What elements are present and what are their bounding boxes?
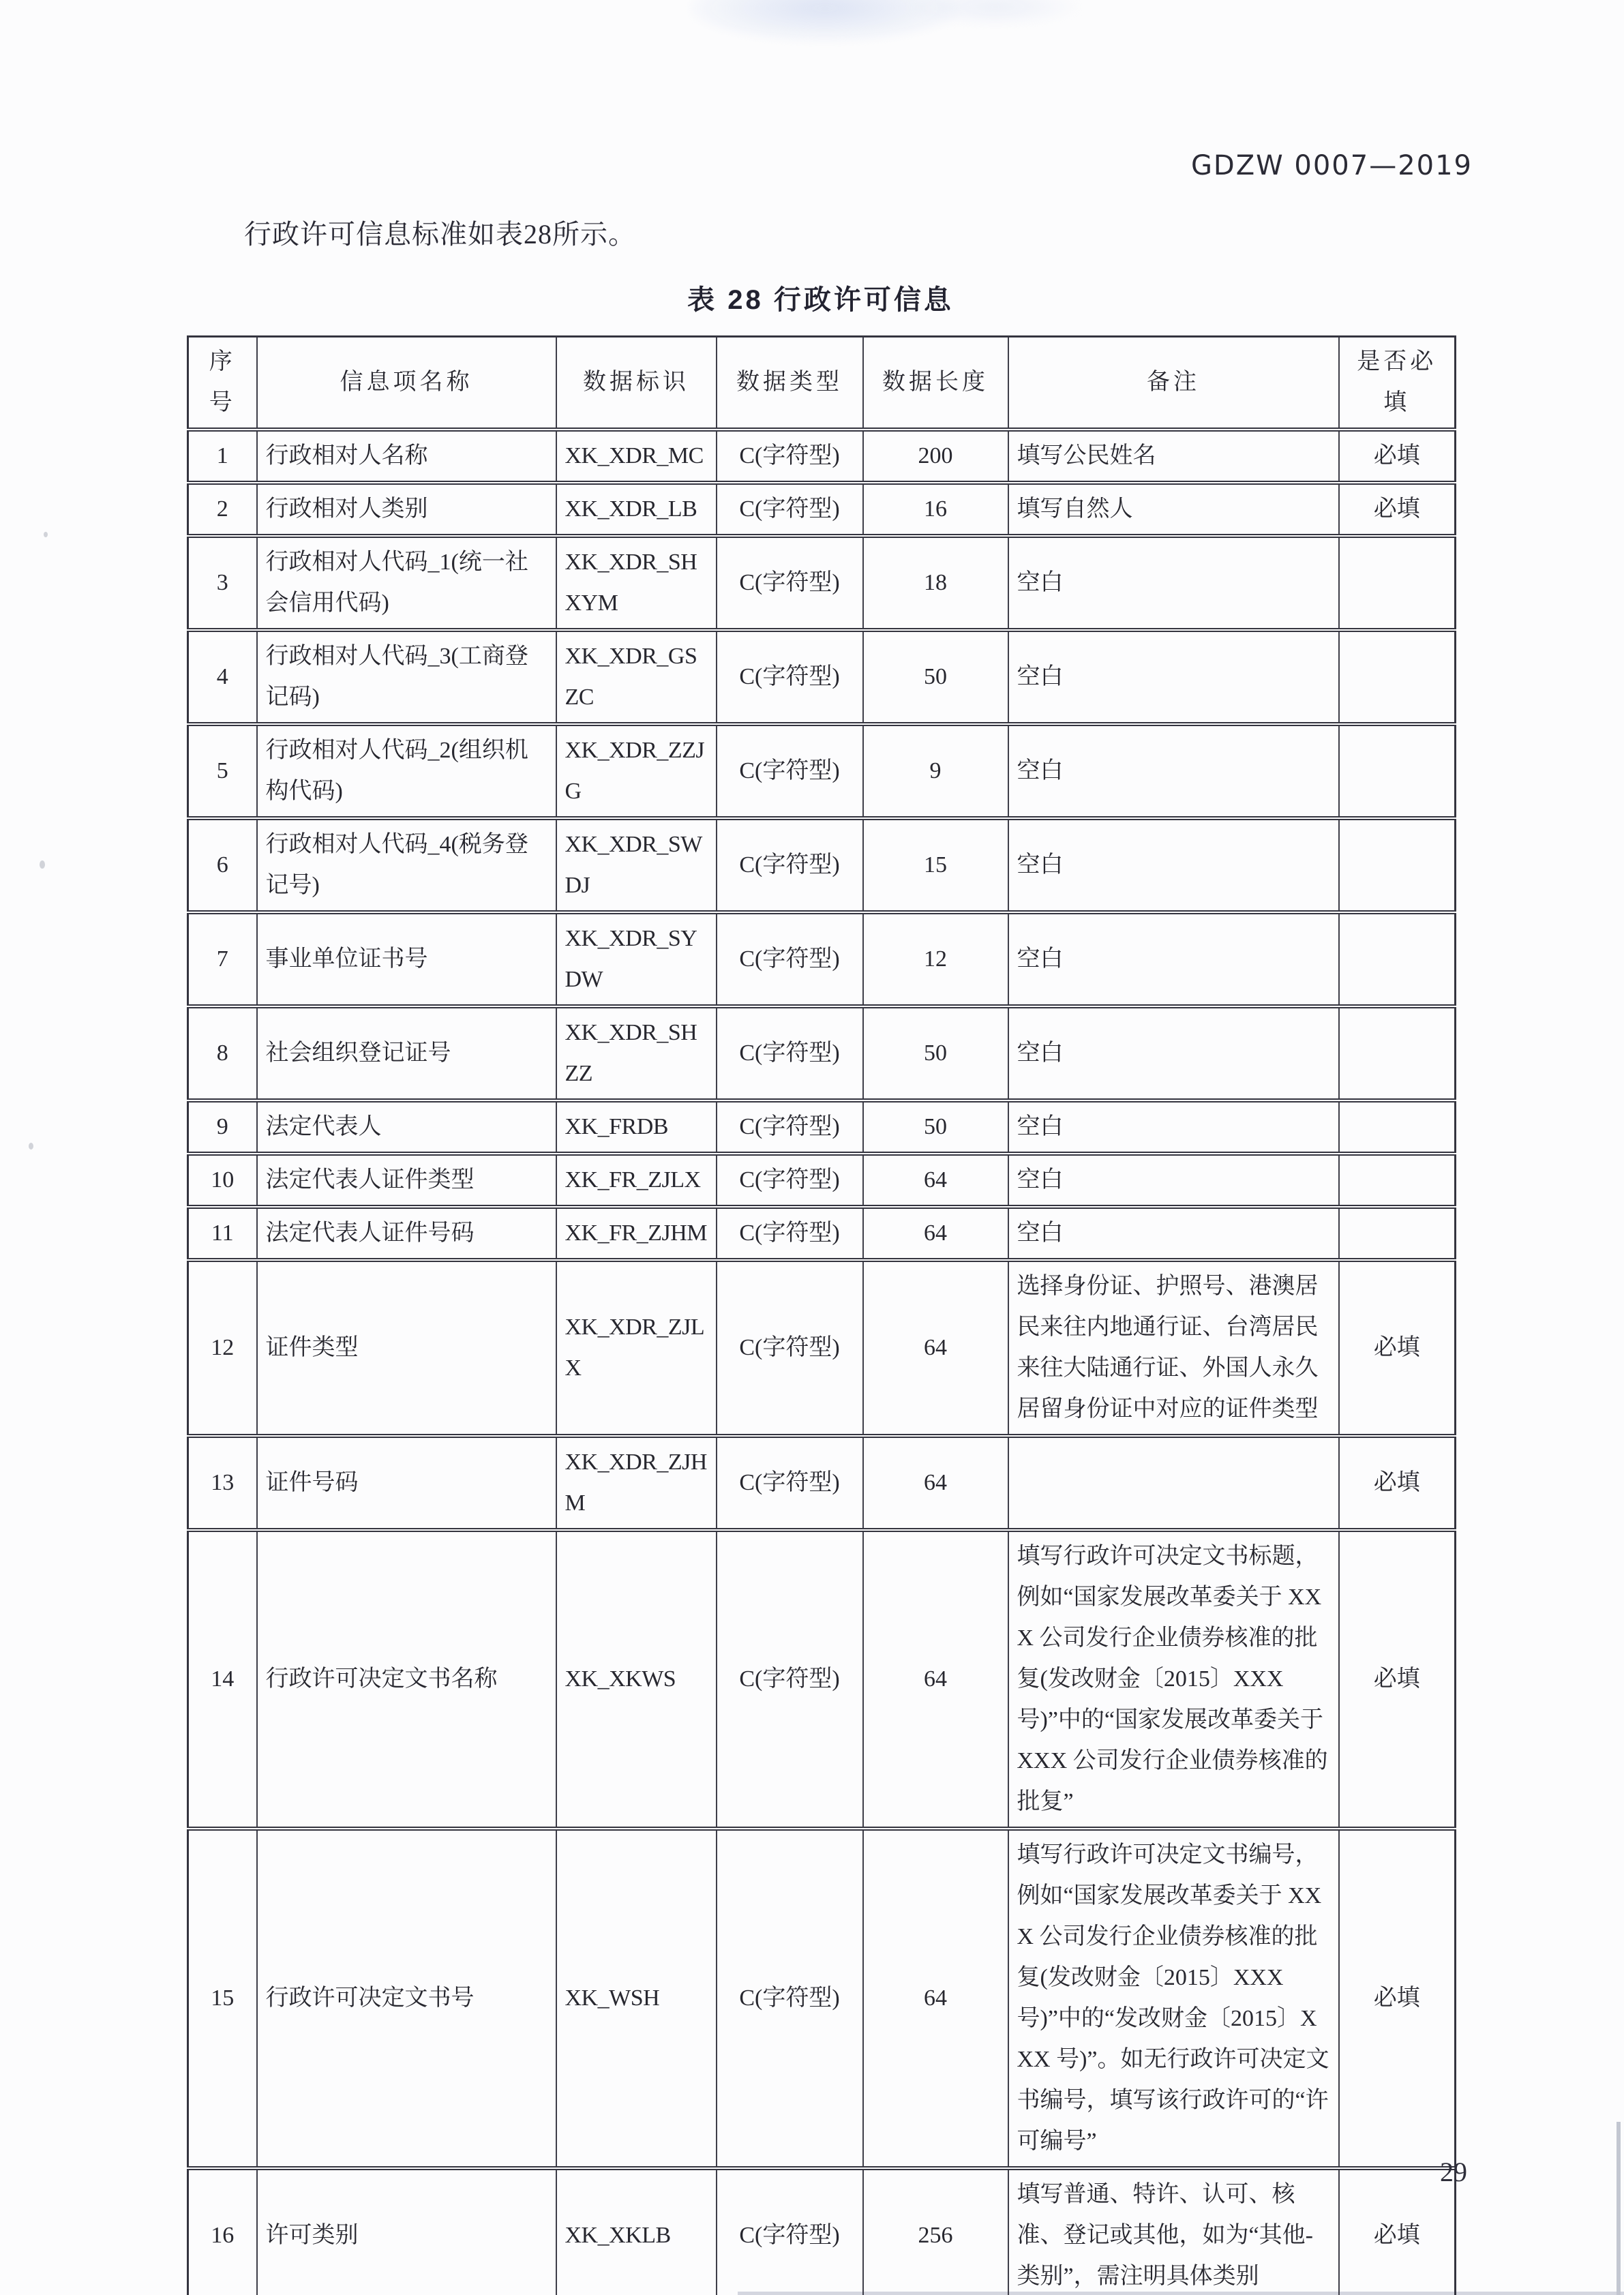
cell-length: 64: [863, 1530, 1008, 1829]
header-cell-required: 是否必填: [1339, 337, 1456, 430]
cell-length: 12: [863, 912, 1008, 1006]
cell-required: 必填: [1339, 1530, 1456, 1829]
cell-name: 行政相对人代码_3(工商登记码): [257, 630, 556, 724]
cell-remark: 填写行政许可决定文书标题，例如“国家发展改革委关于 XXX 公司发行企业债券核准的批复(发改财金〔2015〕XXX 号)”中的“国家发展改革委关于 XXX 公司发行企业债券核准的批复”: [1008, 1530, 1339, 1829]
cell-remark: 填写行政许可决定文书编号，例如“国家发展改革委关于 XXX 公司发行企业债券核准的批复(发改财金〔2015〕XXX 号)”中的“发改财金〔2015〕XXX 号)”。如无行政许可决定文书编号，填写该行政许可的“许可编号”: [1008, 1829, 1339, 2168]
cell-length: 256: [863, 2168, 1008, 2295]
cell-id: XK_XDR_LB: [556, 483, 717, 536]
cell-length: 18: [863, 536, 1008, 630]
scan-edge-line: [1617, 2122, 1621, 2295]
scan-speck: [44, 532, 48, 537]
table-row: [188, 1436, 1456, 1530]
cell-type: C(字符型): [717, 1100, 863, 1154]
table-row: [188, 1829, 1456, 2168]
cell-no: 2: [188, 483, 257, 536]
cell-required: [1339, 1100, 1456, 1154]
cell-name: 许可类别: [257, 2168, 556, 2295]
cell-type: C(字符型): [717, 1154, 863, 1207]
cell-remark: 空白: [1008, 1154, 1339, 1207]
table-row: [188, 818, 1456, 912]
cell-length: 9: [863, 724, 1008, 818]
cell-length: 16: [863, 483, 1008, 536]
cell-id: XK_XDR_GSZC: [556, 630, 717, 724]
cell-type: C(字符型): [717, 1530, 863, 1829]
cell-remark: 空白: [1008, 630, 1339, 724]
table-row: [188, 1207, 1456, 1260]
cell-name: 证件号码: [257, 1436, 556, 1530]
cell-length: 64: [863, 1260, 1008, 1436]
cell-id: XK_FR_ZJLX: [556, 1154, 717, 1207]
cell-id: XK_XDR_ZZJG: [556, 724, 717, 818]
table-row: [188, 724, 1456, 818]
cell-name: 行政许可决定文书名称: [257, 1530, 556, 1829]
cell-id: XK_XDR_SHXYM: [556, 536, 717, 630]
table-header-row: [188, 337, 1456, 430]
cell-name: 行政许可决定文书号: [257, 1829, 556, 2168]
header-cell-name: 信息项名称: [257, 337, 556, 430]
cell-remark: 填写普通、特许、认可、核准、登记或其他，如为“其他-类别”，需注明具体类别: [1008, 2168, 1339, 2295]
cell-id: XK_FRDB: [556, 1100, 717, 1154]
cell-remark: 选择身份证、护照号、港澳居民来往内地通行证、台湾居民来往大陆通行证、外国人永久居留身份证中对应的证件类型: [1008, 1260, 1339, 1436]
cell-type: C(字符型): [717, 2168, 863, 2295]
scan-speck: [40, 860, 45, 869]
cell-no: 10: [188, 1154, 257, 1207]
cell-no: 5: [188, 724, 257, 818]
cell-name: 证件类型: [257, 1260, 556, 1436]
cell-name: 社会组织登记证号: [257, 1006, 556, 1100]
cell-name: 行政相对人代码_1(统一社会信用代码): [257, 536, 556, 630]
cell-id: XK_XDR_SYDW: [556, 912, 717, 1006]
cell-no: 1: [188, 430, 257, 483]
table-row: [188, 1100, 1456, 1154]
cell-type: C(字符型): [717, 1829, 863, 2168]
cell-remark: 空白: [1008, 818, 1339, 912]
table-row: [188, 1006, 1456, 1100]
header-cell-type: 数据类型: [717, 337, 863, 430]
header-cell-remark: 备注: [1008, 337, 1339, 430]
cell-name: 行政相对人类别: [257, 483, 556, 536]
cell-no: 11: [188, 1207, 257, 1260]
cell-no: 13: [188, 1436, 257, 1530]
admin-license-info-table: [187, 335, 1456, 2295]
table-row: [188, 1260, 1456, 1436]
cell-no: 9: [188, 1100, 257, 1154]
cell-remark: 空白: [1008, 536, 1339, 630]
cell-name: 事业单位证书号: [257, 912, 556, 1006]
cell-name: 行政相对人代码_2(组织机构代码): [257, 724, 556, 818]
cell-type: C(字符型): [717, 1006, 863, 1100]
table-row: [188, 1154, 1456, 1207]
cell-remark: 空白: [1008, 1006, 1339, 1100]
cell-type: C(字符型): [717, 818, 863, 912]
cell-type: C(字符型): [717, 483, 863, 536]
cell-no: 14: [188, 1530, 257, 1829]
page-number: 29: [1440, 2157, 1467, 2187]
cell-length: 50: [863, 1100, 1008, 1154]
scan-speck: [29, 1143, 33, 1150]
table-title: 表 28 行政许可信息: [687, 285, 954, 315]
header-cell-id: 数据标识: [556, 337, 717, 430]
cell-remark: [1008, 1436, 1339, 1530]
cell-required: [1339, 912, 1456, 1006]
cell-length: 50: [863, 1006, 1008, 1100]
cell-type: C(字符型): [717, 1207, 863, 1260]
cell-length: 50: [863, 630, 1008, 724]
cell-length: 64: [863, 1154, 1008, 1207]
cell-type: C(字符型): [717, 630, 863, 724]
cell-length: 200: [863, 430, 1008, 483]
cell-name: 法定代表人: [257, 1100, 556, 1154]
header-cell-length: 数据长度: [863, 337, 1008, 430]
table-row: [188, 2168, 1456, 2295]
cell-required: 必填: [1339, 1260, 1456, 1436]
cell-length: 64: [863, 1829, 1008, 2168]
cell-id: XK_XDR_ZJHM: [556, 1436, 717, 1530]
cell-no: 4: [188, 630, 257, 724]
table-row: [188, 630, 1456, 724]
cell-no: 8: [188, 1006, 257, 1100]
cell-type: C(字符型): [717, 536, 863, 630]
cell-required: 必填: [1339, 430, 1456, 483]
table-row: [188, 430, 1456, 483]
table-row: [188, 536, 1456, 630]
cell-id: XK_XDR_SWDJ: [556, 818, 717, 912]
cell-id: XK_XDR_MC: [556, 430, 717, 483]
cell-id: XK_WSH: [556, 1829, 717, 2168]
cell-type: C(字符型): [717, 912, 863, 1006]
cell-length: 64: [863, 1436, 1008, 1530]
cell-name: 法定代表人证件号码: [257, 1207, 556, 1260]
cell-no: 15: [188, 1829, 257, 2168]
cell-required: [1339, 1207, 1456, 1260]
cell-type: C(字符型): [717, 1260, 863, 1436]
cell-type: C(字符型): [717, 1436, 863, 1530]
cell-id: XK_FR_ZJHM: [556, 1207, 717, 1260]
cell-remark: 填写自然人: [1008, 483, 1339, 536]
cell-name: 行政相对人名称: [257, 430, 556, 483]
cell-id: XK_XDR_ZJLX: [556, 1260, 717, 1436]
document-code: GDZW 0007—2019: [1190, 150, 1473, 181]
cell-no: 6: [188, 818, 257, 912]
cell-required: 必填: [1339, 2168, 1456, 2295]
cell-id: XK_XKLB: [556, 2168, 717, 2295]
cell-id: XK_XDR_SHZZ: [556, 1006, 717, 1100]
cell-required: 必填: [1339, 483, 1456, 536]
cell-required: [1339, 536, 1456, 630]
cell-remark: 空白: [1008, 912, 1339, 1006]
table-row: [188, 483, 1456, 536]
cell-required: [1339, 818, 1456, 912]
cell-type: C(字符型): [717, 724, 863, 818]
intro-text: 行政许可信息标准如表28所示。: [244, 219, 636, 250]
cell-id: XK_XKWS: [556, 1530, 717, 1829]
cell-remark: 空白: [1008, 724, 1339, 818]
cell-name: 行政相对人代码_4(税务登记号): [257, 818, 556, 912]
cell-remark: 填写公民姓名: [1008, 430, 1339, 483]
cell-length: 64: [863, 1207, 1008, 1260]
cell-required: 必填: [1339, 1829, 1456, 2168]
cell-no: 7: [188, 912, 257, 1006]
cell-required: [1339, 630, 1456, 724]
cell-remark: 空白: [1008, 1100, 1339, 1154]
cell-type: C(字符型): [717, 430, 863, 483]
cell-required: 必填: [1339, 1436, 1456, 1530]
cell-remark: 空白: [1008, 1207, 1339, 1260]
cell-name: 法定代表人证件类型: [257, 1154, 556, 1207]
cell-no: 16: [188, 2168, 257, 2295]
cell-required: [1339, 724, 1456, 818]
table-row: [188, 912, 1456, 1006]
table-row: [188, 1530, 1456, 1829]
cell-required: [1339, 1006, 1456, 1100]
cell-no: 3: [188, 536, 257, 630]
header-cell-no: 序号: [188, 337, 257, 430]
cell-required: [1339, 1154, 1456, 1207]
cell-no: 12: [188, 1260, 257, 1436]
cell-length: 15: [863, 818, 1008, 912]
